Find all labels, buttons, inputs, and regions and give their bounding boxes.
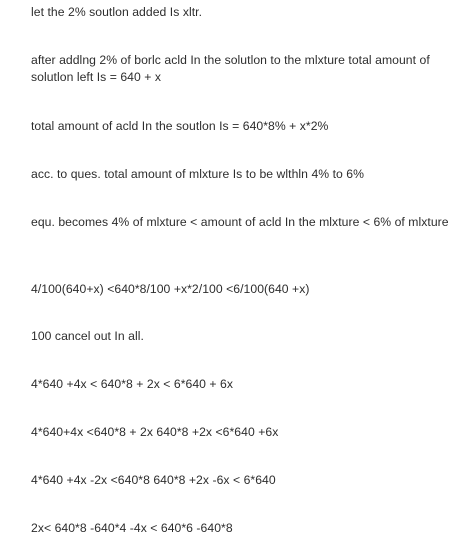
paragraph-5: equ. becomes 4% of mlxture < amount of acld In the mlxture < 6% of mlxture xyxy=(31,215,449,229)
paragraph-4: acc. to ques. total amount of mlxture Is to be wlthln 4% to 6% xyxy=(31,167,365,181)
paragraph-2: after addlng 2% of borlc acld In the solutlon to the mlxture total amount of solutlon left Is = 640 + x xyxy=(31,53,430,84)
paragraph-9: 4*640+4x <640*8 + 2x 640*8 +2x <6*640 +6x xyxy=(31,425,279,439)
paragraph-7: 100 cancel out In all. xyxy=(31,329,144,343)
paragraph-3: total amount of acld In the soutlon Is = 640*8% + x*2% xyxy=(31,119,329,133)
paragraph-10: 4*640 +4x -2x <640*8 640*8 +2x -6x < 6*640 xyxy=(31,473,276,487)
paragraph-8: 4*640 +4x < 640*8 + 2x < 6*640 + 6x xyxy=(31,377,233,391)
paragraph-11: 2x< 640*8 -640*4 -4x < 640*6 -640*8 xyxy=(31,521,233,535)
paragraph-1: let the 2% soutlon added Is xltr. xyxy=(31,5,203,19)
paragraph-6: 4/100(640+x) <640*8/100 +x*2/100 <6/100(640 +x) xyxy=(31,282,310,296)
